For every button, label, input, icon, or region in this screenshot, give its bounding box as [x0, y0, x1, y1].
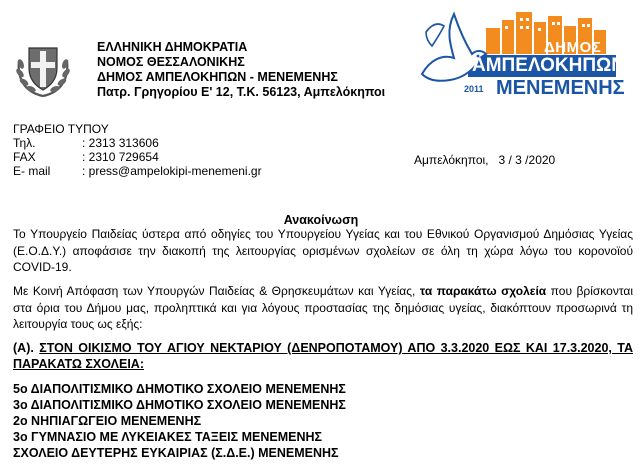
- header-country: ΕΛΛΗΝΙΚΗ ΔΗΜΟΚΡΑΤΙΑ: [97, 40, 248, 54]
- school-item: 5ο ΔΙΑΠΟΛΙΤΙΣΜΙΚΟ ΔΗΜΟΤΙΚΟ ΣΧΟΛΕΙΟ ΜΕΝΕΜΕΝΗΣ: [13, 382, 346, 396]
- section-a-prefix: (Α).: [13, 341, 40, 355]
- school-item: ΣΧΟΛΕΙΟ ΔΕΥΤΕΡΗΣ ΕΥΚΑΙΡΙΑΣ (Σ.Δ.Ε.) ΜΕΝΕΜΕΝΗΣ: [13, 446, 339, 460]
- tel-label: Τηλ.: [13, 136, 36, 150]
- press-office-label: ΓΡΑΦΕΙΟ ΤΥΠΟΥ: [13, 122, 109, 136]
- section-a-heading: [13, 340, 633, 372]
- email-label: E- mail: [13, 164, 51, 178]
- paragraph-2-bold: τα παρακάτω σχολεία: [419, 284, 547, 298]
- header-municipality: ΔΗΜΟΣ ΑΜΠΕΛΟΚΗΠΩΝ - ΜΕΝΕΜΕΝΗΣ: [97, 70, 338, 84]
- school-item: 3ο ΓΥΜΝΑΣΙΟ ΜΕ ΛΥΚΕΙΑΚΕΣ ΤΑΞΕΙΣ ΜΕΝΕΜΕΝΗΣ: [13, 430, 323, 444]
- municipality-logo: [416, 4, 626, 102]
- paragraph-2-end: που βρίσκονται στα όρια του Δήμου μας, προληπτικά και για λόγους προστασίας της δημόσιας υγείας, διακόπτουν προσωρινά τη λειτουργία τους ως εξής:: [13, 284, 633, 331]
- paragraph-2: [13, 283, 633, 333]
- paragraph-2-start: Με Κοινή Απόφαση των Υπουργών Παιδείας & Θρησκευμάτων και Υγείας,: [13, 284, 420, 298]
- email-value: : press@ampelokipi-menemeni.gr: [82, 164, 262, 178]
- logo-word-top: ΔΗΜΟΣ: [544, 39, 602, 56]
- section-a-text: ΣΤΟΝ ΟΙΚΙΣΜΟ ΤΟΥ ΑΓΙΟΥ ΝΕΚΤΑΡΙΟΥ (ΔΕΝΡΟΠΟΤΑΜΟΥ) ΑΠΟ 3.3.2020 ΕΩΣ ΚΑΙ 17.3.2020, ΤΑ ΠΑΡΑΚΑΤΩ ΣΧΟΛΕΙΑ:: [13, 341, 633, 371]
- school-item: 3ο ΔΙΑΠΟΛΙΤΙΣΜΙΚΟ ΔΗΜΟΤΙΚΟ ΣΧΟΛΕΙΟ ΜΕΝΕΜΕΝΗΣ: [13, 398, 346, 412]
- document-date: Αμπελόκηποι, 3 / 3 /2020: [414, 153, 556, 167]
- logo-year: 2011: [464, 84, 484, 94]
- tel-value: : 2313 313606: [82, 136, 159, 150]
- fax-label: FAX: [13, 150, 36, 164]
- greek-coat-of-arms: [12, 38, 74, 100]
- logo-word-mid: ΑΜΠΕΛΟΚΗΠΩΝ: [472, 55, 626, 76]
- fax-value: : 2310 729654: [82, 150, 159, 164]
- announcement-title: Ανακοίνωση: [283, 213, 359, 227]
- paragraph-1: Το Υπουργείο Παιδείας ύστερα από οδηγίες του Υπουργείου Υγείας και του Εθνικού Οργανισμού Δημόσιας Υγείας (Ε.Ο.Δ.Υ.) αποφάσισε την διακοπή της λειτουργίας ορισμένων σχολείων σε όλη τη χώρα λόγω του κορονοϊού COVID-19.: [13, 227, 633, 274]
- header-address: Πατρ. Γρηγορίου Ε' 12, Τ.Κ. 56123, Αμπελόκηποι: [97, 85, 386, 99]
- header-prefecture: ΝΟΜΟΣ ΘΕΣΣΑΛΟΝΙΚΗΣ: [97, 55, 245, 69]
- logo-word-bottom: ΜΕΝΕΜΕΝΗΣ: [496, 77, 625, 99]
- school-item: 2ο ΝΗΠΙΑΓΩΓΕΙΟ ΜΕΝΕΜΕΝΗΣ: [13, 414, 202, 428]
